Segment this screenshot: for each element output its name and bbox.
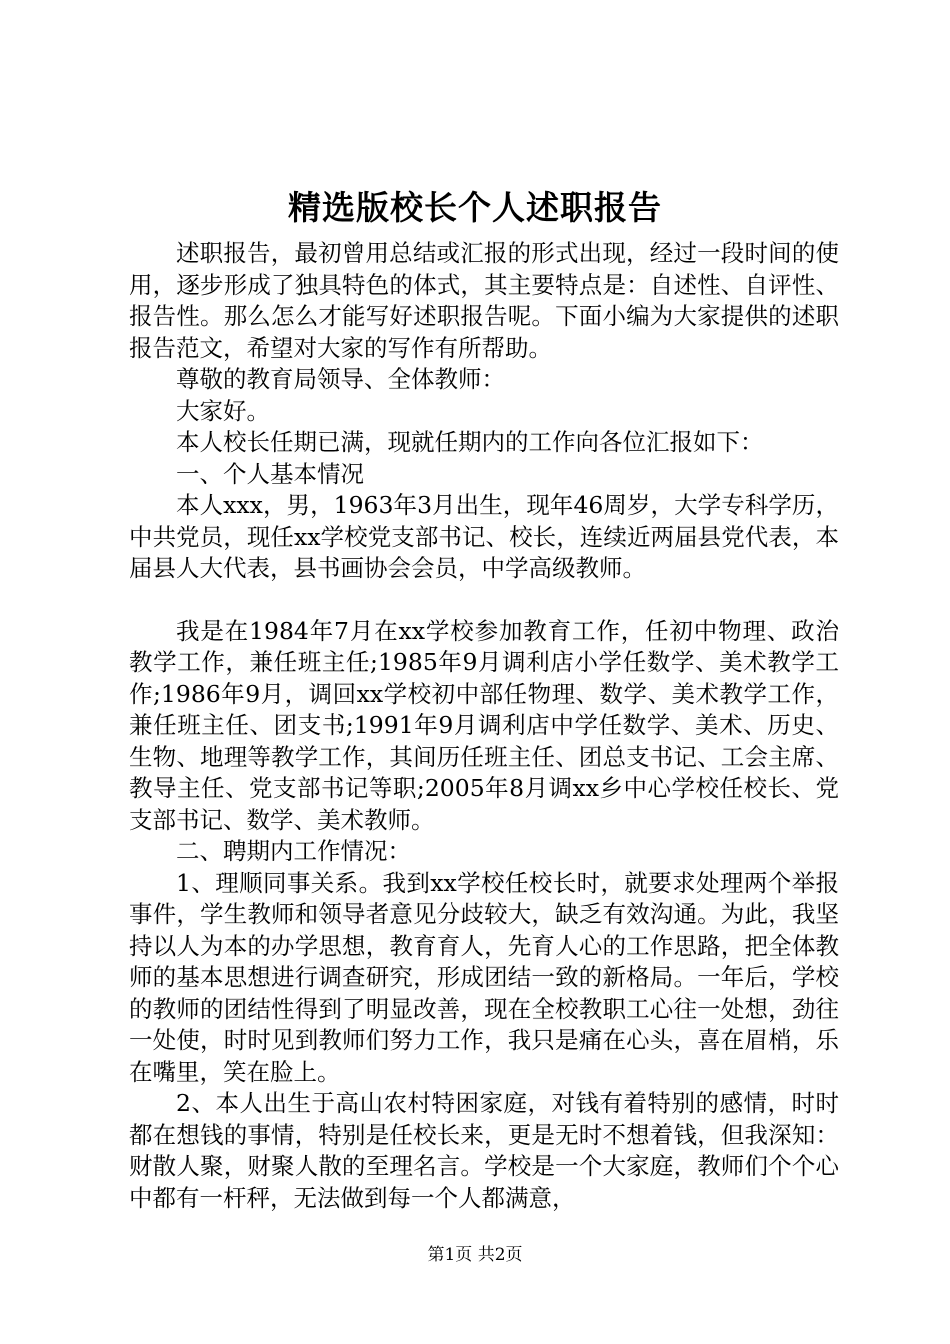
page-footer: 第1页 共2页 <box>427 1245 523 1265</box>
paragraph-greeting: 大家好。 <box>176 396 270 425</box>
paragraph-point-2: 2、本人出生于高山农村特困家庭，对钱有着特别的感情，时时都在想钱的事情，特别是任校长来，更是无时不想着钱，但我深知：财散人聚，财聚人散的至理名言。学校是一个大家庭，教师们个个心中都有一杆秤，无法做到每一个人都满意， <box>129 1089 839 1212</box>
section-heading-basic-info: 一、个人基本情况 <box>176 459 364 488</box>
document-body <box>129 238 839 1214</box>
paragraph-intro: 述职报告，最初曾用总结或汇报的形式出现，经过一段时间的使用，逐步形成了独具特色的体式，其主要特点是：自述性、自评性、报告性。那么怎么才能写好述职报告呢。下面小编为大家提供的述职报告范文，希望对大家的写作有所帮助。 <box>129 239 839 362</box>
document-title: 精选版校长个人述职报告 <box>288 188 662 227</box>
section-heading-work-status: 二、聘期内工作情况： <box>176 837 411 865</box>
paragraph-basic-info: 本人xxx，男，1963年3月出生，现年46周岁，大学专科学历，中共党员，现任xx学校党支部书记、校长，连续近两届县党代表，本届县人大代表，县书画协会会员，中学高级教师。 <box>129 491 839 582</box>
paragraph-work-history: 我是在1984年7月在xx学校参加教育工作，任初中物理、政治教学工作，兼任班主任;1985年9月调利店小学任数学、美术教学工作;1986年9月，调回xx学校初中部任物理、数学、美术教学工作，兼任班主任、团支书;1991年9月调利店中学任数学、美术、历史、生物、地理等教学工作，其间历任班主任、团总支书记、工会主席、教导主任、党支部书记等职;2005年8月调xx乡中心学校任校长、党支部书记、数学、美术教师。 <box>129 616 839 834</box>
paragraph-salutation: 尊敬的教育局领导、全体教师： <box>176 365 505 393</box>
paragraph-opening: 本人校长任期已满，现就任期内的工作向各位汇报如下： <box>176 428 764 456</box>
paragraph-point-1: 1、理顺同事关系。我到xx学校任校长时，就要求处理两个举报事件，学生教师和领导者意见分歧较大，缺乏有效沟通。为此，我坚持以人为本的办学思想，教育育人，先育人心的工作思路，把全体教师的基本思想进行调查研究，形成团结一致的新格局。一年后，学校的教师的团结性得到了明显改善，现在全校教职工心往一处想，劲往一处使，时时见到教师们努力工作，我只是痛在心头，喜在眉梢，乐在嘴里，笑在脸上。 <box>129 868 839 1086</box>
